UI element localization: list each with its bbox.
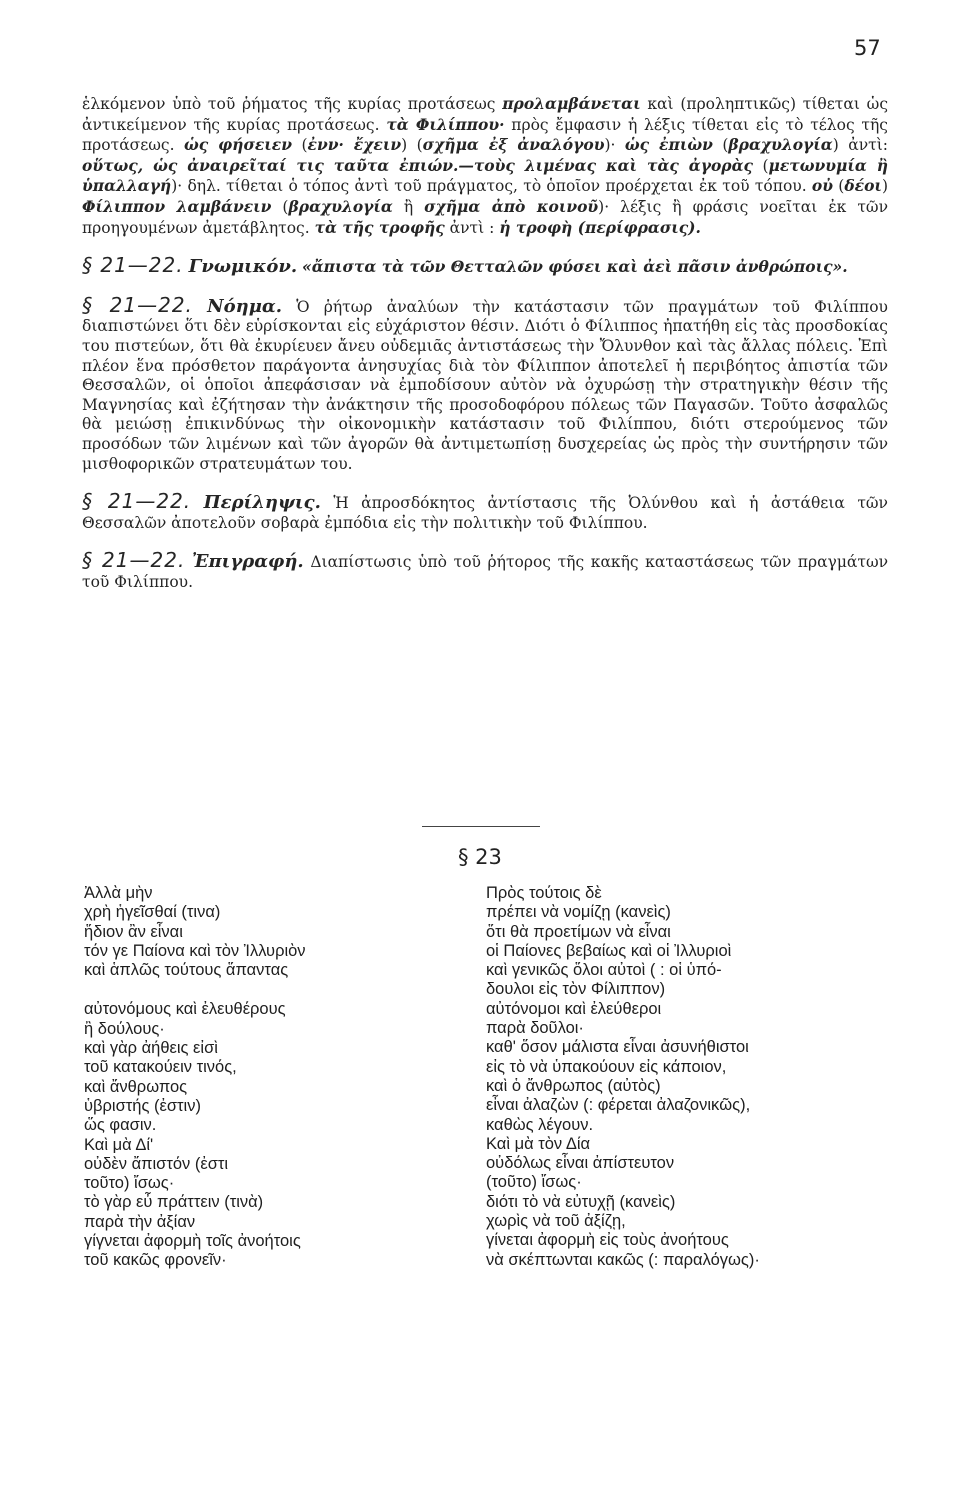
italic-run: ὡς ἐπιὼν — [624, 135, 713, 155]
text-line: ὥς φασιν. — [84, 1116, 157, 1135]
text-line: παρὰ δοῦλοι· — [486, 1019, 584, 1038]
text-line: καθὼς λέγουν. — [486, 1115, 594, 1134]
text-line: πρέπει νὰ νομίζῃ (κανεὶς) — [486, 903, 671, 922]
text-line: καὶ ὁ ἄνθρωπος (αὐτὸς) — [486, 1076, 661, 1095]
text-run: )· — [604, 136, 625, 155]
text-run: ) ( — [401, 136, 423, 155]
page-number: 57 — [854, 36, 881, 60]
text-run: ) — [881, 177, 888, 196]
text-run: ( — [752, 156, 769, 175]
italic-run: ἡ τροφὴ (περίφρασις). — [499, 217, 701, 237]
text-line: καὶ γενικῶς ὅλοι αὐτοὶ ( : οἱ ὑπό- — [486, 961, 722, 980]
text-line: γίνεται ἀφορμὴ εἰς τοὺς ἀνοήτους — [486, 1231, 729, 1250]
text-run: Ὁ ῥήτωρ ἀναλύων τὴν κατάστασιν τῶν πραγμάτων τοῦ Φιλίππου διαπιστώνει ὅτι δὲν εὑρίσκονται εἰς εὐχάριστον θέσιν. Διότι ὁ Φίλιππος ἠπατήθη εἰς τὰς προσδοκίας του πιστεύων, ὅτι θὰ ἐκυρίευεν ἄνευ οὐδεμιᾶς ἀντιστάσεως τὴν Ὄλυνθον καὶ τὰς ἄλλας πόλεις. Ἐπὶ πλέον ἕνα πρόσθετον παράγοντα ἀνησυχίας διὰ τὸν Φίλιππον ἀποτελεῖ ἡ περιβόητος ἀπιστία τῶν Θεσσαλῶν, οἱ ὁποῖοι ἀπεφάσισαν νὰ ἐμποδίσουν αὐτὸν νὰ ὀχυρώσῃ τὴν στρατηγικὴν θέσιν τῆς Μαγνησίας καὶ ἐζήτησαν τὴν ἀνάκτησιν τῆς προσοδοφόρου πόλεως τῶν Παγασῶν. Τοῦτο ἀσφαλῶς θὰ μειώσῃ ἐπικινδύνως τὴν οἰκονομικὴν κατάστασιν τοῦ Φιλίππου, διότι στερούμενος τῶν προσόδων τῶν λιμένων καὶ τῶν ἀγορῶν θὰ ἀντιμετωπίσῃ δυσχερείας ὡς πρὸς τὴν συντήρησιν τῶν μισθοφορικῶν στρατευμάτων του. — [82, 297, 888, 473]
section-heading: Νόημα. — [207, 295, 282, 317]
italic-run: τὰ τῆς τροφῆς — [314, 217, 445, 237]
text-line: τόν γε Παίονα καὶ τὸν Ἰλλυριὸν — [84, 941, 306, 960]
text-line: Ἀλλὰ μὴν — [84, 884, 153, 902]
italic-run: ὡς φήσειεν — [184, 135, 292, 155]
text-run: ( — [291, 136, 308, 155]
italic-run: τὰ Φιλίππου· — [386, 114, 505, 134]
text-line: καὶ ἁπλῶς τούτους ἅπαντας — [84, 961, 289, 980]
commentary-section — [82, 253, 888, 278]
commentary-section — [82, 489, 888, 533]
greek-text-column — [84, 884, 464, 1271]
text-line: τοῦ κατακούειν τινός, — [84, 1058, 237, 1077]
text-line: τοῦ κακῶς φρονεῖν· — [84, 1251, 227, 1270]
section-number: § 21—22. — [82, 548, 186, 573]
commentary-paragraph — [82, 94, 888, 238]
text-run: ( — [271, 197, 289, 216]
text-line: νὰ σκέπτωνται κακῶς (: παραλόγως)· — [486, 1250, 760, 1269]
text-line: ὅτι θὰ προετίμων νὰ εἶναι — [486, 922, 671, 941]
italic-run: βραχυλογία — [288, 196, 393, 216]
text-line: ὑβριστής (ἐστιν) — [84, 1096, 201, 1115]
text-line: τοῦτο) ἴσως· — [84, 1174, 175, 1193]
section-number: § 21—22. — [82, 253, 184, 278]
section-heading: Περίληψις. — [203, 492, 321, 514]
text-line: ἢ δούλους· — [84, 1019, 165, 1038]
text-run: ἑλκόμενον ὑπὸ τοῦ ῥήματος τῆς κυρίας προτάσεως — [82, 95, 503, 113]
text-line: (τοῦτο) ἴσως· — [486, 1173, 582, 1192]
commentary-section — [82, 292, 888, 474]
text-line: χρὴ ἡγεῖσθαί (τινα) — [84, 903, 221, 922]
text-line: αὐτόνομοι καὶ ἐλεύθεροι — [486, 999, 662, 1018]
italic-run: σχῆμα ἐξ ἀναλόγου — [422, 135, 605, 155]
text-line: εἶναι ἀλαζὼν (: φέρεται ἀλαζονικῶς), — [486, 1096, 751, 1115]
text-line: Καὶ μὰ Δί' — [84, 1135, 154, 1154]
text-line: παρὰ τὴν ἀξίαν — [84, 1212, 196, 1231]
text-run: ( — [833, 177, 845, 196]
text-line: οὐδόλως εἶναι ἀπίστευτον — [486, 1154, 675, 1173]
section-heading: Ἐπιγραφή. — [191, 551, 304, 573]
text-line: οἱ Παίονες βεβαίως καὶ οἱ Ἰλλυριοὶ — [486, 941, 732, 960]
text-line: Πρὸς τούτοις δὲ — [486, 884, 602, 902]
text-run: )· λέξις ἢ φράσις νοεῖται ἐκ τῶν προηγουμένων ἀμετάβλητος. — [82, 197, 888, 237]
commentary-section — [82, 548, 888, 592]
text-line: γίγνεται ἀφορμὴ τοῖς ἀνοήτοις — [84, 1232, 301, 1251]
text-line: ἥδιον ἂν εἶναι — [84, 922, 183, 941]
text-line: χωρὶς νὰ τοῦ ἀξίζῃ, — [486, 1212, 626, 1231]
text-run: Διαπίστωσις ὑπὸ τοῦ ῥήτορος τῆς κακῆς καταστάσεως τῶν πραγμάτων τοῦ Φιλίππου. — [82, 553, 888, 591]
text-line: καὶ γὰρ ἀήθεις εἰσὶ — [84, 1039, 218, 1058]
italic-run: σχῆμα ἀπὸ κοινοῦ — [424, 196, 599, 216]
italic-run: οὐ — [811, 176, 833, 196]
text-run: καὶ (προληπτικῶς) τίθεται ὡς ἀντικείμενον τῆς κυρίας προτάσεως. — [82, 95, 889, 134]
text-run: πρὸς ἔμφασιν ἡ λέξις τίθεται εἰς τὸ τέλος τῆς προτάσεως. — [82, 115, 888, 155]
italic-run: Φίλιππον λαμβάνειν — [82, 196, 272, 216]
section-number: § 21—22. — [82, 489, 192, 514]
text-run: ( — [712, 136, 729, 155]
line-gap — [84, 980, 464, 1000]
text-line: οὐδὲν ἄπιστόν (ἐστι — [84, 1154, 229, 1173]
italic-run: ἐνν· ἔχειν — [307, 135, 402, 155]
italic-run: «ἄπιστα τὰ τῶν Θετταλῶν φύσει καὶ ἀεὶ πᾶσιν ἀνθρώποις». — [302, 257, 848, 277]
text-line: καὶ ἄνθρωπος — [84, 1077, 188, 1096]
italic-run: μετωνυμία ἢ ὑπαλλαγή — [82, 155, 888, 196]
text-line: τὸ γὰρ εὖ πράττειν (τινὰ) — [84, 1193, 264, 1212]
italic-run: δέοι — [844, 176, 882, 196]
italic-run: οὕτως, ὡς ἀναιρεῖταί τις ταῦτα ἐπιών.—τοὺς λιμένας καὶ τὰς ἀγορὰς — [82, 155, 753, 175]
passage-heading: § 23 — [458, 845, 502, 869]
section-divider — [422, 826, 540, 827]
italic-run: προλαμβάνεται — [502, 94, 641, 113]
text-line: δουλοι εἰς τὸν Φίλιππον) — [486, 980, 666, 999]
text-line: αὐτονόμους καὶ ἐλευθέρους — [84, 1000, 286, 1019]
text-run: )· δηλ. τίθεται ὁ τόπος ἀντὶ τοῦ πράγματος, τὸ ὁποῖον προέρχεται ἐκ τοῦ τόπου. — [171, 177, 812, 196]
text-run: ἢ — [392, 197, 425, 216]
text-line: εἰς τὸ νὰ ὑπακούουν εἰς κάποιον, — [486, 1057, 727, 1076]
text-run: ) ἀντὶ: — [832, 136, 889, 155]
commentary — [82, 94, 888, 592]
text-run: ἀντὶ : — [444, 218, 500, 237]
text-line: διότι τὸ νὰ εὐτυχῇ (κανεὶς) — [486, 1192, 676, 1211]
section-number: § 21—22. — [82, 292, 193, 317]
translation-column — [486, 884, 910, 1270]
section-heading: Γνωμικόν. — [188, 256, 298, 278]
text-line: καθ' ὅσον μάλιστα εἶναι ἀσυνήθιστοι — [486, 1038, 749, 1057]
italic-run: βραχυλογία — [728, 135, 833, 155]
text-run: Ἡ ἀπροσδόκητος ἀντίστασις τῆς Ὀλύνθου καὶ ἡ ἀστάθεια τῶν Θεσσαλῶν ἀποτελοῦν σοβαρὰ ἐμπόδια εἰς τὴν πολιτικὴν τοῦ Φιλίππου. — [82, 494, 888, 532]
text-line: Καὶ μὰ τὸν Δία — [486, 1134, 591, 1153]
